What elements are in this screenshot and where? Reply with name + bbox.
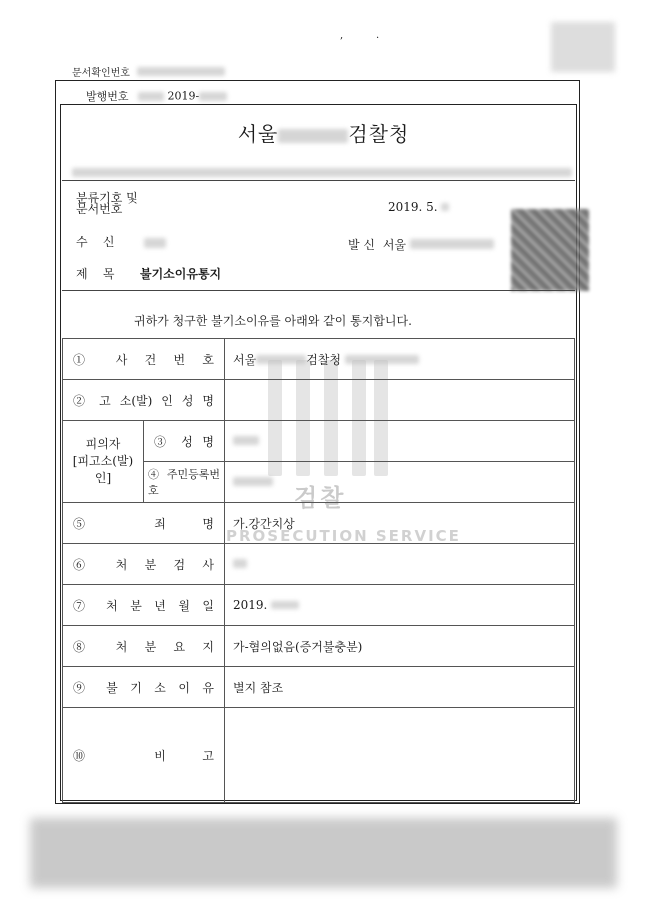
issue-year: 2019- (167, 89, 200, 103)
redacted (138, 92, 164, 101)
table-row (63, 667, 575, 708)
corner-redaction (551, 22, 615, 72)
redacted (199, 92, 227, 101)
charge-value: 가.강간치상 (225, 503, 575, 544)
redacted-office (278, 129, 348, 143)
prosecutor-value (225, 544, 575, 585)
notice-table (62, 338, 575, 803)
sender: 발 신 서울 (348, 236, 494, 253)
watermark-subtext: PROSECUTION SERVICE (226, 527, 461, 545)
scan-mark: . (376, 30, 380, 41)
recipient-label: 수 신 (76, 235, 115, 249)
table-row (63, 421, 575, 462)
redacted-recipient (144, 233, 166, 252)
complainant-value (225, 380, 575, 421)
disposition-summary-label: ⑧ 처 분 요 지 (63, 626, 225, 667)
table-row (63, 585, 575, 626)
document-date: 2019. 5. (388, 200, 449, 214)
divider (62, 180, 575, 181)
prosecutor-label: ⑥ 처 분 검 사 (63, 544, 225, 585)
table-row (63, 339, 575, 380)
redacted-sender (410, 239, 494, 249)
redacted (441, 203, 449, 211)
table-row (63, 544, 575, 585)
redacted-footer (30, 818, 617, 888)
redacted-document-check-number (137, 67, 225, 76)
office-title: 서울 검찰청 (237, 122, 410, 146)
reason-label: ⑨ 불 기 소 이 유 (63, 667, 225, 708)
document-check-label: 문서확인번호 (72, 68, 130, 79)
scan-mark: , (340, 30, 344, 41)
redacted-address-line (72, 162, 572, 173)
charge-label: ⑤ 죄 명 (63, 503, 225, 544)
disposition-date-label: ⑦ 처 분 년 월 일 (63, 585, 225, 626)
suspect-group-label: 피의자 [피고소(발)인] (63, 421, 144, 503)
classification-label: 분류기호 및 문서번호 (76, 191, 138, 216)
remarks-label: ⑩ 비 고 (63, 708, 225, 803)
subject-value: 불기소이유통지 (140, 267, 222, 281)
table-row (63, 380, 575, 421)
disposition-summary-value: 가-혐의없음(증거불충분) (225, 626, 575, 667)
official-seal (511, 209, 589, 291)
subject-label: 제 목 (76, 267, 115, 281)
suspect-name-label: ③ 성 명 (144, 421, 225, 462)
table-row (63, 708, 575, 803)
intro-text: 귀하가 청구한 불기소이유를 아래와 같이 통지합니다. (134, 314, 412, 328)
suspect-rrn-label: ④주민등록번호 (144, 462, 225, 503)
reason-value: 별지 참조 (225, 667, 575, 708)
suspect-rrn-value (225, 462, 575, 503)
complainant-label: ② 고 소(발) 인 성 명 (63, 380, 225, 421)
suspect-name-value (225, 421, 575, 462)
table-row (63, 626, 575, 667)
case-number-value: 서울 검찰청 (225, 339, 575, 380)
issue-label: 발행번호 (86, 90, 129, 103)
case-number-label: ① 사 건 번 호 (63, 339, 225, 380)
watermark-text: 검찰 (294, 484, 347, 512)
document-check-number (72, 64, 225, 79)
remarks-value (225, 708, 575, 803)
issue-number (86, 88, 227, 104)
divider (62, 290, 575, 291)
disposition-date-value: 2019. (225, 585, 575, 626)
table-row (63, 503, 575, 544)
